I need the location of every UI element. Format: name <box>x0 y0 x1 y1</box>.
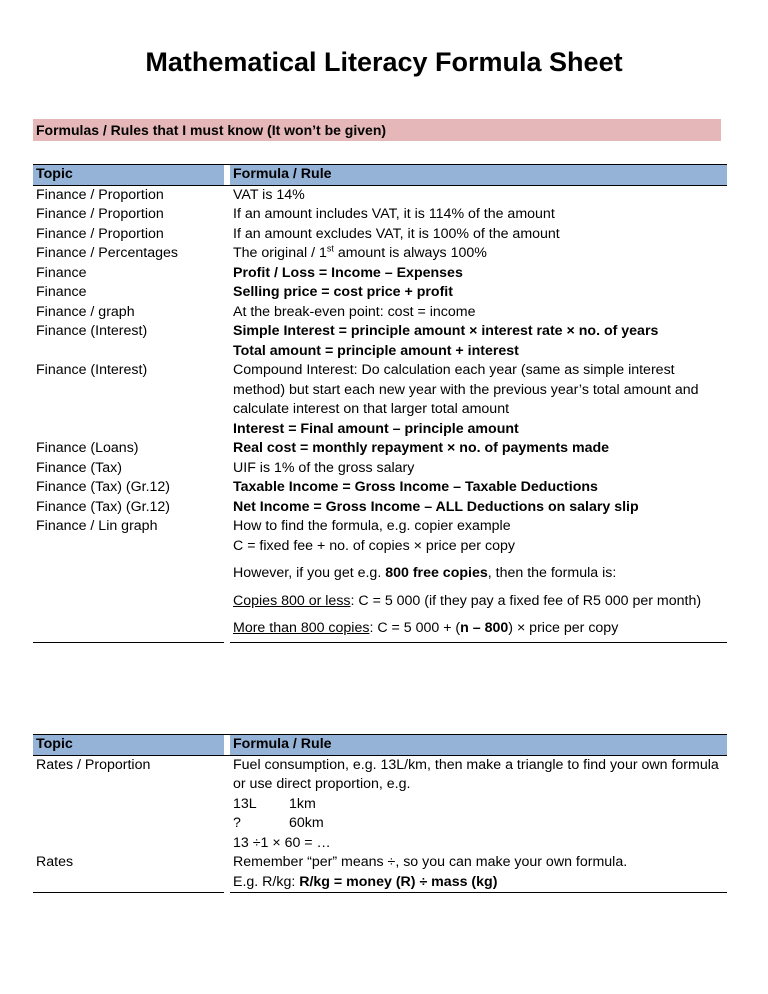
table-row <box>33 185 727 205</box>
rule-cell: How to find the formula, e.g. copier example C = fixed fee + no. of copies × price per copy However, if you get e.g. 800 free copies, then the formula is: Copies 800 or less: C = 5 000 (if they pay a fixed fee of R5 000 per month) More than 800 copies: C = 5 000 + (n – 800) × price per copy <box>230 517 727 642</box>
topic-cell: Rates / Proportion <box>36 756 151 773</box>
topic-cell: Finance / Proportion <box>36 186 164 203</box>
topic-cell: Finance (Loans) <box>36 440 139 456</box>
topic-cell: Finance / Lin graph <box>33 517 224 642</box>
rule-cell: Taxable Income = Gross Income – Taxable Deductions <box>233 479 598 495</box>
topic-cell: Finance (Tax) (Gr.12) <box>36 498 171 515</box>
rule-cell: UIF is 1% of the gross salary <box>233 459 415 476</box>
topic-cell: Finance <box>36 284 87 300</box>
table-row <box>33 303 727 323</box>
topic-cell: Finance <box>36 264 87 281</box>
rule-cell: Remember “per” means ÷, so you can make your own formula. E.g. R/kg: R/kg = money (R) ÷ mass (kg) <box>230 853 727 893</box>
table-row <box>33 439 727 459</box>
topic-cell: Finance / Percentages <box>36 245 178 261</box>
rule-cell: Profit / Loss = Income – Expenses <box>233 264 463 281</box>
table-row <box>33 459 727 479</box>
topic-cell: Finance (Tax) (Gr.12) <box>36 479 171 495</box>
table-row <box>33 498 727 518</box>
header-rule: Formula / Rule <box>230 735 727 756</box>
formula-table-finance <box>33 164 727 643</box>
header-topic: Topic <box>33 735 224 756</box>
topic-cell: Finance / Proportion <box>36 206 164 222</box>
topic-cell: Finance (Interest) <box>36 362 148 378</box>
rule-cell: Compound Interest: Do calculation each year (same as simple interest method) but start each new year with the previous year’s total amount and calculate interest on that larger total amount Interest = Final amount – principle amount <box>233 362 699 437</box>
rule-cell: If an amount excludes VAT, it is 100% of the amount <box>233 225 560 242</box>
topic-cell: Finance / Proportion <box>36 225 164 242</box>
table-header-row <box>33 165 727 186</box>
table-row <box>33 853 727 893</box>
table-row <box>33 244 727 264</box>
table-header-row <box>33 735 727 756</box>
header-rule: Formula / Rule <box>230 165 727 186</box>
topic-cell: Finance (Tax) <box>36 459 122 476</box>
header-topic: Topic <box>33 165 224 186</box>
formula-table-rates <box>33 734 727 893</box>
rule-cell: VAT is 14% <box>233 186 305 203</box>
rule-cell: Simple Interest = principle amount × interest rate × no. of years Total amount = principle amount + interest <box>233 323 659 359</box>
table-row <box>33 361 727 439</box>
table-row <box>33 205 727 225</box>
page-title: Mathematical Literacy Formula Sheet <box>145 47 623 77</box>
topic-cell: Finance (Interest) <box>36 323 148 339</box>
rule-cell: The original / 1st amount is always 100% <box>233 243 487 261</box>
rule-cell: Fuel consumption, e.g. 13L/km, then make a triangle to find your own formula or use direct proportion, e.g. 13L 1km ? 60km 13 ÷1 × 60 = … <box>233 756 719 851</box>
table-row <box>33 264 727 284</box>
rule-cell: If an amount includes VAT, it is 114% of the amount <box>233 206 555 222</box>
topic-cell: Rates <box>33 853 224 893</box>
table-row <box>33 283 727 303</box>
rule-cell: Selling price = cost price + profit <box>233 284 453 300</box>
rule-cell: At the break-even point: cost = income <box>233 303 476 320</box>
table-row <box>33 322 727 361</box>
rule-cell: Net Income = Gross Income – ALL Deductions on salary slip <box>233 498 639 515</box>
topic-cell: Finance / graph <box>36 303 135 320</box>
rule-cell: Real cost = monthly repayment × no. of payments made <box>233 440 610 456</box>
table-row <box>33 478 727 498</box>
section-subheading: Formulas / Rules that I must know (It won’t be given) <box>33 119 721 141</box>
table-row <box>33 755 727 853</box>
table-row <box>33 517 727 642</box>
table-row <box>33 225 727 245</box>
